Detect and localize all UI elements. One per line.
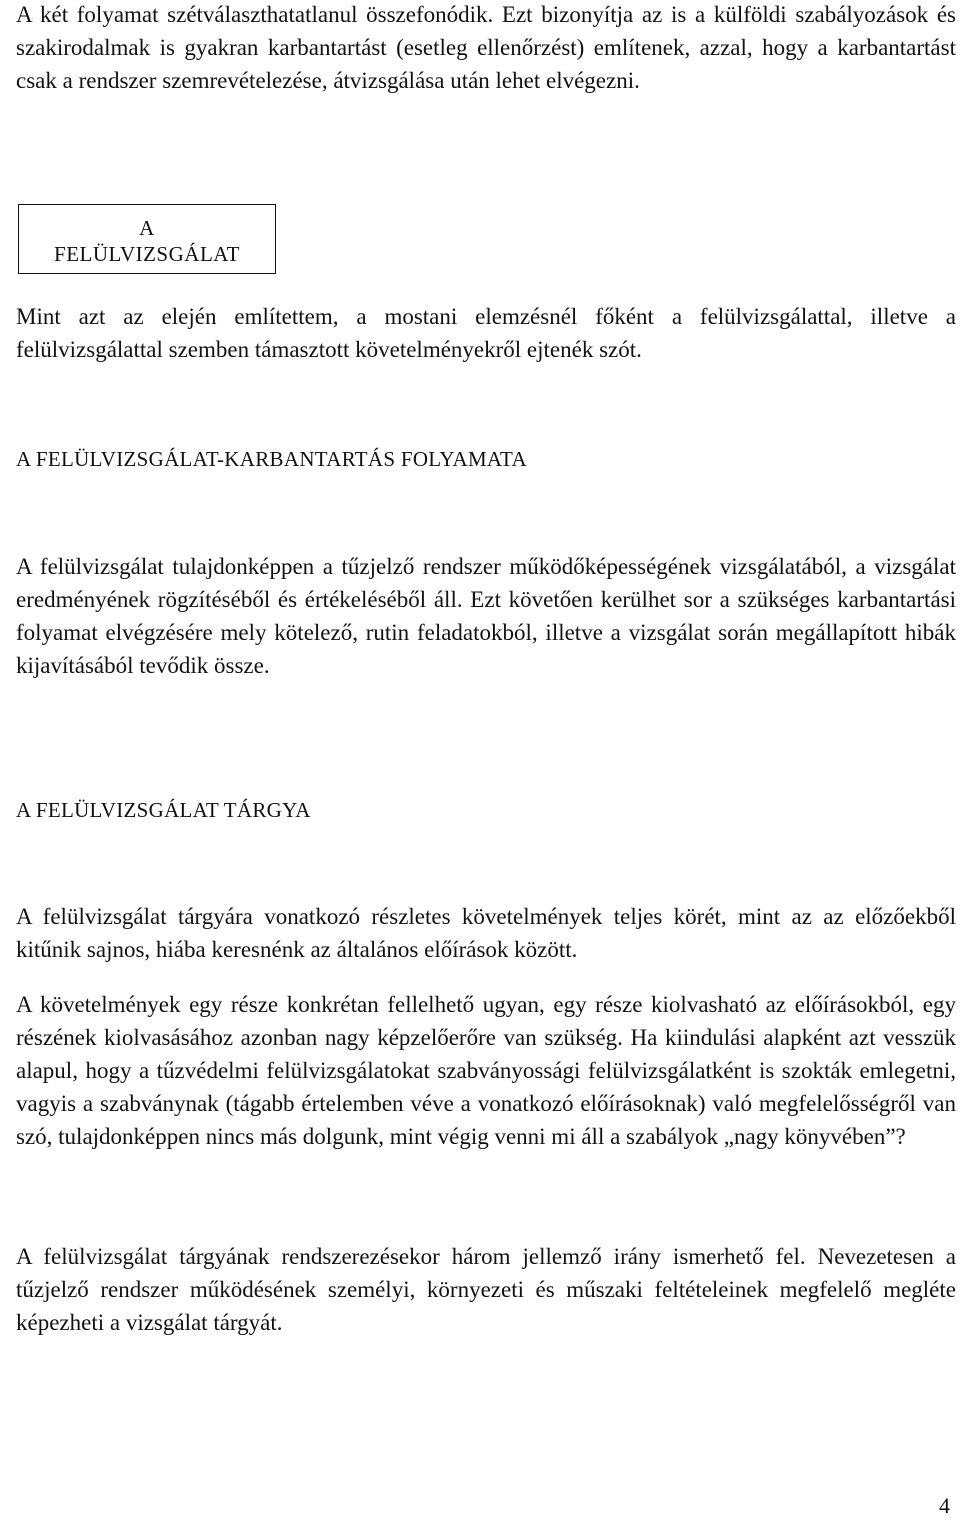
heading-process: A FELÜLVIZSGÁLAT-KARBANTARTÁS FOLYAMATA [16,447,527,471]
intro-paragraph: A két folyamat szétválaszthatatlanul összefonódik. Ezt bizonyítja az is a külföldi szabályozások és szakirodalmak is gyakran karbantartást (esetleg ellenőrzést) említenek, azzal, hogy a karbantartást csak a rendszer szemrevételezése, átvizsgálása után lehet elvégezni. [16,2,956,93]
page-number: 4 [939,1493,950,1518]
subject-paragraph-1: A felülvizsgálat tárgyára vonatkozó részletes követelmények teljes körét, mint az az előzőekből kitűnik sajnos, hiába keresnénk az általános előírások között. [16,904,956,962]
box-heading [18,204,276,274]
subject-paragraph-3: A felülvizsgálat tárgyának rendszerezésekor három jellemző irány ismerhető fel. Nevezetesen a tűzjelző rendszer működésének személyi, környezeti és műszaki feltételeinek megfelelő megléte képezheti a vizsgálat tárgyát. [16,1244,956,1335]
heading-subject: A FELÜLVIZSGÁLAT TÁRGYA [16,798,311,822]
subject-paragraph-2: A követelmények egy része konkrétan fellelhető ugyan, egy része kiolvasható az előírásokból, egy részének kiolvasásához azonban nagy képzelőerőre van szükség. Ha kiindulási alapként azt vesszük alapul, hogy a tűzvédelmi felülvizsgálatokat szabványossági felülvizsgálatként is szokták emlegetni, vagyis a szabványnak (tágabb értelemben véve a vonatkozó előírásoknak) való megfelelősségről van szó, tulajdonképpen nincs más dolgunk, mint végig venni mi áll a szabályok „nagy könyvében”? [16,992,956,1149]
box-heading-line1: A [139,216,155,240]
box-heading-line2: FELÜLVIZSGÁLAT [54,242,240,266]
section1-paragraph: Mint azt az elején említettem, a mostani elemzésnél főként a felülvizsgálattal, illetve a felülvizsgálattal szemben támasztott követelményekről ejtenék szót. [16,304,956,362]
process-paragraph: A felülvizsgálat tulajdonképpen a tűzjelző rendszer működőképességének vizsgálatából, a vizsgálat eredményének rögzítéséből és értékeléséből áll. Ezt követően kerülhet sor a szükséges karbantartási folyamat elvégzésére mely kötelező, rutin feladatokból, illetve a vizsgálat során megállapított hibák kijavításából tevődik össze. [16,554,956,678]
